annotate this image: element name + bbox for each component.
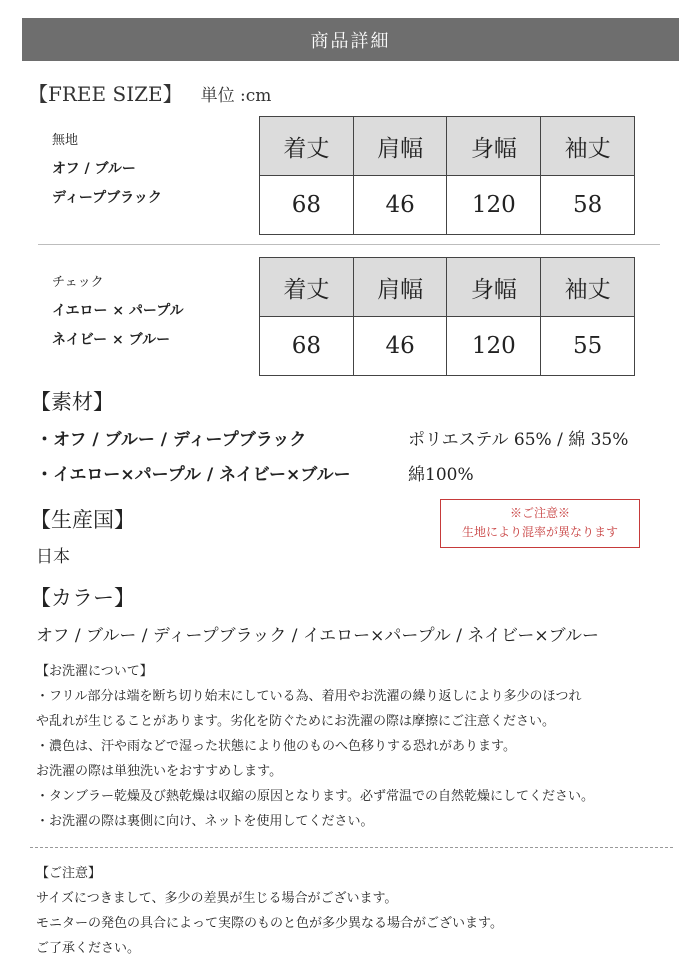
caution-line: モニターの発色の具合によって実際のものと色が多少異なる場合がございます。: [36, 916, 503, 931]
origin-title: 【生産国】: [30, 508, 135, 532]
washing-line: ・タンブラー乾燥及び熱乾燥は収縮の原因となります。必ず常温での自然乾燥にしてください。: [36, 789, 594, 804]
column-header: 身幅: [447, 117, 541, 176]
size-table-check: [259, 257, 635, 376]
header-title: 商品詳細: [310, 30, 391, 52]
variant-label: オフ / ブルー: [52, 161, 136, 177]
table-row: [260, 176, 635, 235]
color-value: オフ / ブルー / ディープブラック / イエロー×パープル / ネイビー×ブルー: [36, 626, 599, 646]
washing-line: や乱れが生じることがあります。劣化を防ぐためにお洗濯の際は摩擦にご注意ください。: [36, 714, 555, 729]
table-cell: 46: [353, 317, 447, 376]
material-value: 綿100%: [408, 465, 474, 485]
column-header: 身幅: [447, 258, 541, 317]
size-title: [28, 78, 271, 107]
variant-label: ネイビー × ブルー: [52, 332, 171, 348]
origin-value: 日本: [36, 547, 70, 567]
caution-line: ご了承ください。: [36, 941, 141, 956]
column-header: 肩幅: [353, 258, 447, 317]
notice-title: ※ご注意※: [509, 506, 570, 520]
variant-head: 無地: [52, 133, 79, 148]
variant-labels-solid: [52, 126, 162, 213]
table-row: [260, 317, 635, 376]
size-table-solid: [259, 116, 635, 235]
variant-label: イエロー × パープル: [52, 303, 184, 319]
column-header: 袖丈: [541, 258, 635, 317]
caution-line: サイズにつきまして、多少の差異が生じる場合がございます。: [36, 891, 398, 906]
washing-section: [36, 659, 686, 834]
material-name: ・オフ / ブルー / ディープブラック: [36, 430, 307, 450]
washing-line: ・フリル部分は端を断ち切り始末にしている為、着用やお洗濯の繰り返しにより多少のほつれ: [36, 689, 582, 704]
notice-box: [440, 499, 640, 548]
table-cell: 120: [447, 176, 541, 235]
notice-text: 生地により混率が異なります: [461, 525, 618, 539]
variant-label: ディープブラック: [52, 190, 162, 206]
table-cell: 68: [260, 176, 354, 235]
material-value: ポリエステル 65% / 綿 35%: [408, 430, 629, 450]
table-cell: 55: [541, 317, 635, 376]
table-header-row: [260, 117, 635, 176]
washing-title: 【お洗濯について】: [36, 664, 153, 679]
color-title: 【カラー】: [30, 586, 135, 610]
table-cell: 58: [541, 176, 635, 235]
table-header-row: [260, 258, 635, 317]
table-cell: 46: [353, 176, 447, 235]
washing-line: ・お洗濯の際は裏側に向け、ネットを使用してください。: [36, 814, 374, 829]
header-bar: [22, 18, 679, 61]
washing-line: お洗濯の際は単独洗いをおすすめします。: [36, 764, 283, 779]
dashed-divider: [30, 847, 673, 848]
variant-labels-check: [52, 268, 184, 355]
table-cell: 68: [260, 317, 354, 376]
variant-head: チェック: [52, 275, 104, 290]
column-header: 着丈: [260, 258, 354, 317]
washing-line: ・濃色は、汗や雨などで湿った状態により他のものへ色移りする恐れがあります。: [36, 739, 516, 754]
column-header: 着丈: [260, 117, 354, 176]
caution-section: [36, 861, 686, 961]
size-label: 【FREE SIZE】: [28, 82, 183, 106]
column-header: 袖丈: [541, 117, 635, 176]
material-name: ・イエロー×パープル / ネイビー×ブルー: [36, 465, 351, 485]
divider: [38, 244, 660, 245]
column-header: 肩幅: [353, 117, 447, 176]
unit-label: 単位 :cm: [200, 86, 272, 106]
table-cell: 120: [447, 317, 541, 376]
caution-title: 【ご注意】: [36, 866, 102, 881]
material-title: 【素材】: [30, 390, 114, 414]
